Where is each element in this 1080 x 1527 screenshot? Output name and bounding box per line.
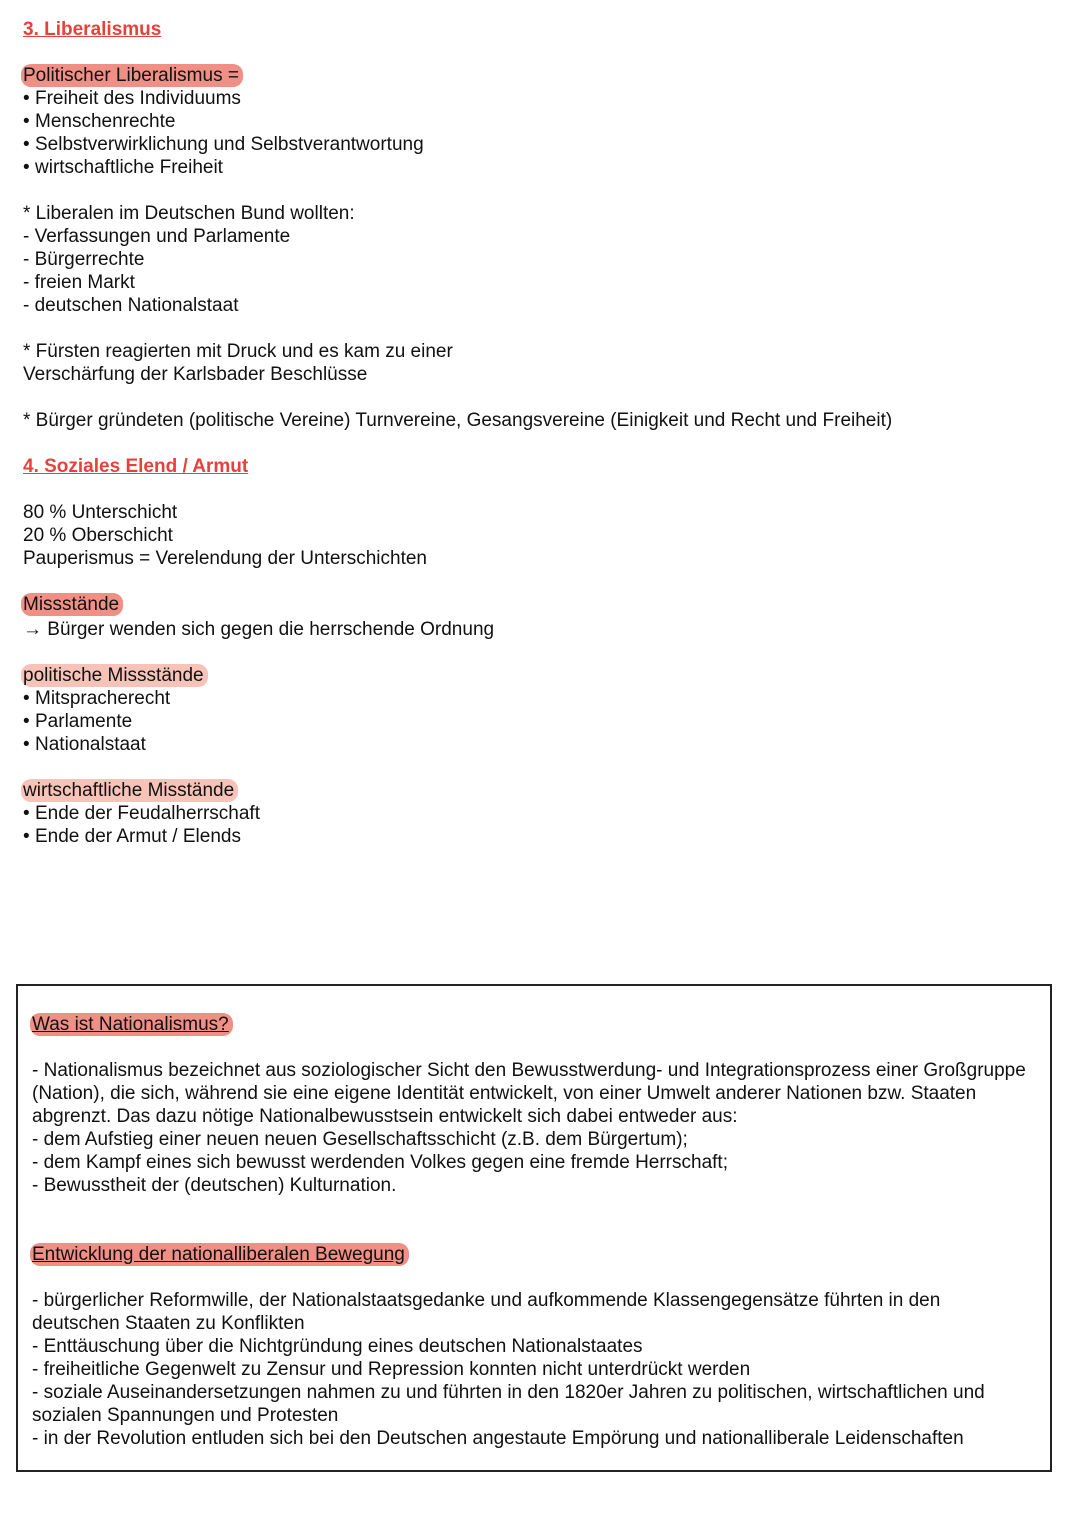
- list-item: • wirtschaftliche Freiheit: [23, 157, 223, 178]
- list-item: - freien Markt: [23, 272, 135, 293]
- buerger-line: * Bürger gründeten (politische Vereine) Turnvereine, Gesangsvereine (Einigkeit und Recht und Freiheit): [23, 410, 893, 431]
- fuersten-line-1: * Fürsten reagierten mit Druck und es kam zu einer: [23, 341, 453, 362]
- arrow-right-icon: →: [23, 619, 42, 640]
- politische-missstaende-label: politische Missstände: [21, 664, 208, 687]
- list-item: - in der Revolution entluden sich bei den Deutschen angestaute Empörung und nationalliberale Leidenschaften: [32, 1428, 964, 1449]
- list-item: • Nationalstaat: [23, 734, 146, 755]
- list-item: - Verfassungen und Parlamente: [23, 226, 291, 247]
- notes-page: [23, 18, 1043, 848]
- list-item: • Selbstverwirklichung und Selbstverantwortung: [23, 134, 424, 155]
- list-item: - Bewusstheit der (deutschen) Kulturnation.: [32, 1175, 397, 1196]
- list-item: - deutschen Nationalstaat: [23, 295, 239, 316]
- politischer-liberalismus-label: Politischer Liberalismus =: [21, 64, 243, 87]
- entwicklung-title: Entwicklung der nationalliberalen Bewegung: [30, 1243, 409, 1266]
- stat-line: 80 % Unterschicht: [23, 502, 178, 523]
- missstaende-text: Bürger wenden sich gegen die herrschende Ordnung: [47, 619, 495, 640]
- wirtschaftliche-missstaende-label: wirtschaftliche Misstände: [21, 779, 238, 802]
- nationalismus-title: Was ist Nationalismus?: [30, 1013, 233, 1036]
- list-item: • Mitspracherecht: [23, 688, 171, 709]
- list-item: • Menschenrechte: [23, 111, 176, 132]
- fuersten-line-2: Verschärfung der Karlsbader Beschlüsse: [23, 364, 368, 385]
- list-item: - Bürgerrechte: [23, 249, 145, 270]
- section-4-title: 4. Soziales Elend / Armut: [23, 456, 249, 477]
- stat-line: Pauperismus = Verelendung der Unterschichten: [23, 548, 427, 569]
- list-item: • Parlamente: [23, 711, 133, 732]
- list-item: - soziale Auseinandersetzungen nahmen zu und führten in den 1820er Jahren zu politischen, wirtschaftlichen und sozialen Spannungen und Protesten: [32, 1382, 985, 1426]
- stat-line: 20 % Oberschicht: [23, 525, 173, 546]
- list-item: - dem Kampf eines sich bewusst werdenden Volkes gegen eine fremde Herrschaft;: [32, 1152, 728, 1173]
- liberale-intro: * Liberalen im Deutschen Bund wollten:: [23, 203, 355, 224]
- section-3-title: 3. Liberalismus: [23, 19, 162, 40]
- list-item: • Ende der Feudalherrschaft: [23, 803, 260, 824]
- list-item: - dem Aufstieg einer neuen neuen Gesellschaftsschicht (z.B. dem Bürgertum);: [32, 1129, 688, 1150]
- list-item: - freiheitliche Gegenwelt zu Zensur und Repression konnten nicht unterdrückt werden: [32, 1359, 751, 1380]
- nationalismus-paragraph: - Nationalismus bezeichnet aus soziologischer Sicht den Bewusstwerdung- und Integrationsprozess einer Großgruppe (Nation), die sich, während sie eine eigene Identität entwickelt, von einer Umwelt anderer Nationen bzw. Staaten abgrenzt. Das dazu nötige Nationalbewusstsein entwickelt sich dabei entweder aus:: [32, 1060, 1026, 1127]
- info-box: [16, 984, 1052, 1472]
- missstaende-label: Missstände: [21, 593, 123, 616]
- list-item: • Ende der Armut / Elends: [23, 826, 241, 847]
- list-item: • Freiheit des Individuums: [23, 88, 241, 109]
- list-item: - Enttäuschung über die Nichtgründung eines deutschen Nationalstaates: [32, 1336, 643, 1357]
- list-item: - bürgerlicher Reformwille, der Nationalstaatsgedanke und aufkommende Klassengegensätze führten in den deutschen Staaten zu Konflikten: [32, 1290, 941, 1334]
